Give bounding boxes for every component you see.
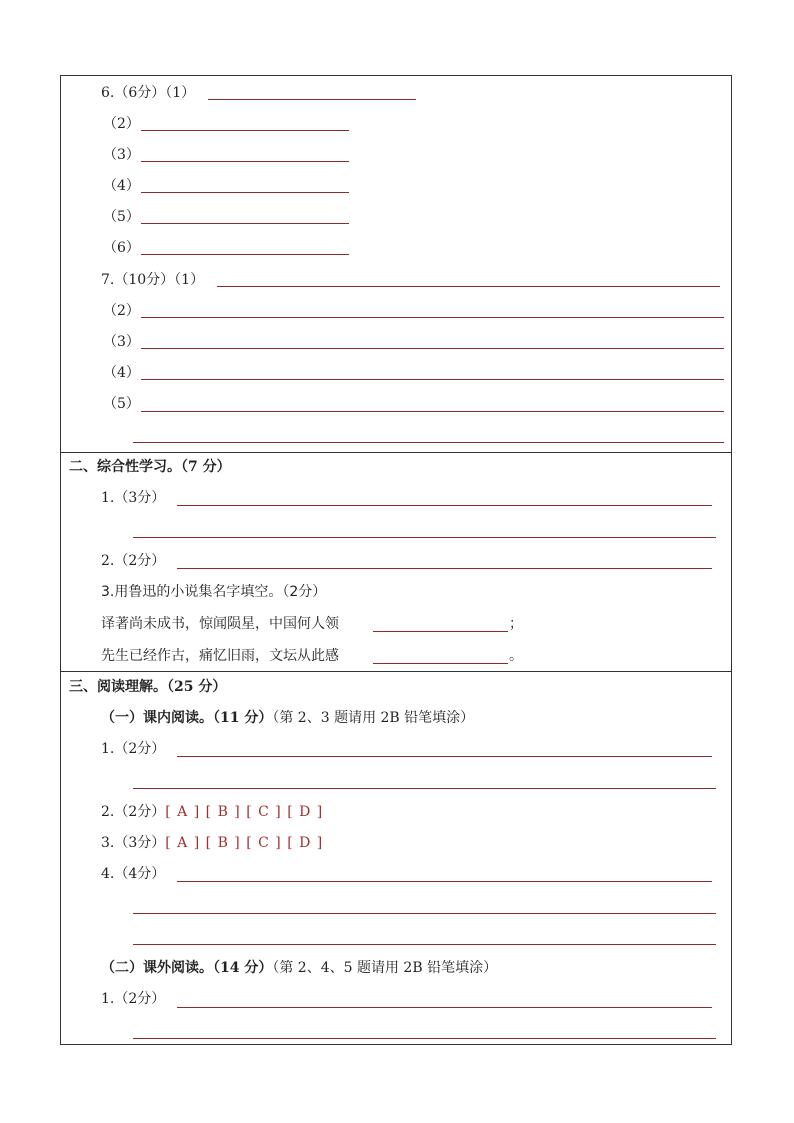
answer-line[interactable] <box>141 411 724 412</box>
q7-sub-label: （4） <box>103 365 140 381</box>
section-3-title: 三、阅读理解。（25 分） <box>69 679 227 695</box>
answer-line[interactable] <box>177 881 712 882</box>
answer-line[interactable] <box>177 568 712 569</box>
part-2-header <box>101 957 497 979</box>
choice-bubbles[interactable]: [ A ] [ B ] [ C ] [ D ] <box>165 835 324 851</box>
answer-line[interactable] <box>177 505 712 506</box>
answer-line[interactable] <box>141 130 349 131</box>
s3-q1-label: 1.（2分） <box>101 741 166 757</box>
answer-line[interactable] <box>141 379 724 380</box>
s2-fill-end-2: 。 <box>509 648 523 664</box>
choice-bubbles[interactable]: [ A ] [ B ] [ C ] [ D ] <box>165 804 324 820</box>
part-1-header <box>101 707 474 729</box>
section-divider <box>61 671 731 672</box>
answer-line[interactable] <box>133 537 716 538</box>
answer-line[interactable] <box>141 192 349 193</box>
s2-fill-end-1: ； <box>509 616 523 632</box>
s2-q3-prompt: 3.用鲁迅的小说集名字填空。（2分） <box>101 584 327 600</box>
answer-line[interactable] <box>217 286 720 287</box>
part-2-note: （第 2、4、5 题请用 2B 铅笔填涂） <box>272 960 498 976</box>
answer-line[interactable] <box>141 161 349 162</box>
answer-line[interactable] <box>133 1038 716 1039</box>
s2-fill-text-1: 译著尚未成书，惊闻陨星，中国何人领 <box>101 616 339 632</box>
p2-q1-label: 1.（2分） <box>101 991 166 1007</box>
q6-sub-label: （3） <box>103 147 140 163</box>
answer-line[interactable] <box>133 788 716 789</box>
s2-q2-label: 2.（2分） <box>101 553 166 569</box>
q6-sub-label: （2） <box>103 116 140 132</box>
s3-q3-row <box>101 832 323 854</box>
q6-sub-label: （6） <box>103 240 140 256</box>
answer-line[interactable] <box>208 99 416 100</box>
answer-line[interactable] <box>177 756 712 757</box>
q7-label: 7.（10分）（1） <box>101 272 205 288</box>
q7-sub-label: （5） <box>103 396 140 412</box>
s2-q1-label: 1.（3分） <box>101 490 166 506</box>
part-2-title: （二）课外阅读。（14 分） <box>101 960 273 976</box>
q6-sub-label: （5） <box>103 209 140 225</box>
answer-sheet <box>60 75 732 1045</box>
s3-q2-row <box>101 801 323 823</box>
q7-sub-label: （3） <box>103 334 140 350</box>
answer-line[interactable] <box>177 1007 712 1008</box>
q7-sub-label: （2） <box>103 303 140 319</box>
section-2-title: 二、综合性学习。（7 分） <box>69 459 231 475</box>
answer-line[interactable] <box>133 442 724 443</box>
answer-line[interactable] <box>141 348 724 349</box>
answer-line[interactable] <box>141 223 349 224</box>
part-1-note: （第 2、3 题请用 2B 铅笔填涂） <box>272 710 475 726</box>
part-1-title: （一）课内阅读。（11 分） <box>101 710 273 726</box>
answer-line[interactable] <box>373 663 508 664</box>
answer-line[interactable] <box>133 944 716 945</box>
answer-line[interactable] <box>373 631 508 632</box>
q6-sub-label: （4） <box>103 178 140 194</box>
s3-q2-label: 2.（2分） <box>101 804 166 820</box>
q6-label: 6.（6分）（1） <box>101 85 196 101</box>
s3-q3-label: 3.（3分） <box>101 835 166 851</box>
answer-line[interactable] <box>141 254 349 255</box>
s2-fill-text-2: 先生已经作古，痛忆旧雨，文坛从此感 <box>101 648 339 664</box>
answer-line[interactable] <box>141 317 724 318</box>
answer-line[interactable] <box>133 913 716 914</box>
section-divider <box>61 452 731 453</box>
s3-q4-label: 4.（4分） <box>101 866 166 882</box>
